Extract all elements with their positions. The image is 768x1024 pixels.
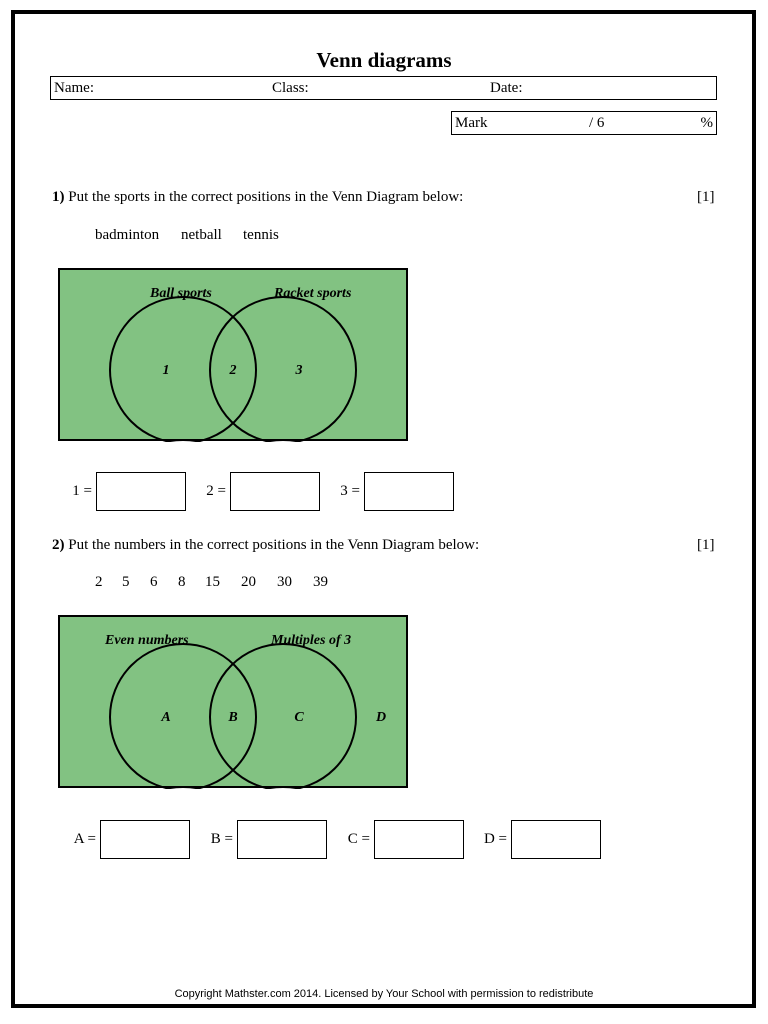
venn-2-left-label: Even numbers xyxy=(105,633,189,648)
answer-b-box[interactable] xyxy=(237,820,327,859)
answer-c-label: C = xyxy=(347,831,370,847)
list-item: 39 xyxy=(313,574,328,590)
venn-1-region-middle: 2 xyxy=(229,363,237,378)
answer-3-label: 3 = xyxy=(340,483,360,499)
answer-2-label: 2 = xyxy=(206,483,226,499)
answer-1-label: 1 = xyxy=(72,483,92,499)
answer-2-box[interactable] xyxy=(230,472,320,511)
list-item: 15 xyxy=(205,574,220,590)
question-1-number: 1) xyxy=(52,189,65,205)
list-item: tennis xyxy=(243,227,279,243)
venn-2-region-outside: D xyxy=(375,710,387,725)
answer-1-box[interactable] xyxy=(96,472,186,511)
list-item: 30 xyxy=(277,574,292,590)
question-2-text xyxy=(52,537,479,554)
question-2-prompt: Put the numbers in the correct positions in the Venn Diagram below: xyxy=(68,537,480,553)
question-1-prompt: Put the sports in the correct positions in the Venn Diagram below: xyxy=(68,189,464,205)
list-item: badminton xyxy=(95,227,160,243)
answer-b-label: B = xyxy=(210,831,233,847)
list-item: 8 xyxy=(178,574,186,590)
percent-label: % xyxy=(700,115,713,131)
copyright-footer: Copyright Mathster.com 2014. Licensed by Your School with permission to redistribute xyxy=(174,988,594,1000)
date-label: Date: xyxy=(490,80,523,96)
page-title: Venn diagrams xyxy=(316,48,452,72)
answer-a-box[interactable] xyxy=(100,820,190,859)
name-label: Name: xyxy=(54,80,94,96)
mark-total: / 6 xyxy=(589,115,605,131)
venn-diagram-2 xyxy=(58,615,409,789)
list-item: 5 xyxy=(122,574,130,590)
venn-1-left-label: Ball sports xyxy=(150,286,212,301)
venn-1-region-left: 1 xyxy=(162,363,170,378)
answer-c-box[interactable] xyxy=(374,820,464,859)
class-label: Class: xyxy=(272,80,309,96)
venn-diagram-1 xyxy=(58,268,409,442)
venn-2-region-right: C xyxy=(294,710,304,725)
venn-2-region-left: A xyxy=(161,710,171,725)
answer-a-label: A = xyxy=(73,831,96,847)
list-item: 6 xyxy=(150,574,158,590)
venn-1-right-label: Racket sports xyxy=(274,286,352,301)
venn-2-region-middle: B xyxy=(228,710,238,725)
list-item: 2 xyxy=(95,574,103,590)
question-1-marks: [1] xyxy=(697,189,715,205)
question-2-number: 2) xyxy=(52,537,65,553)
venn-1-region-right: 3 xyxy=(295,363,303,378)
answer-d-box[interactable] xyxy=(511,820,601,859)
question-1-text xyxy=(52,189,463,206)
list-item: netball xyxy=(181,227,222,243)
mark-label: Mark xyxy=(455,115,488,131)
venn-2-right-label: Multiples of 3 xyxy=(271,633,352,648)
list-item: 20 xyxy=(241,574,256,590)
student-info-box xyxy=(50,76,717,100)
answer-3-box[interactable] xyxy=(364,472,454,511)
question-2-marks: [1] xyxy=(697,537,715,553)
answer-d-label: D = xyxy=(483,831,507,847)
mark-box xyxy=(451,111,717,135)
